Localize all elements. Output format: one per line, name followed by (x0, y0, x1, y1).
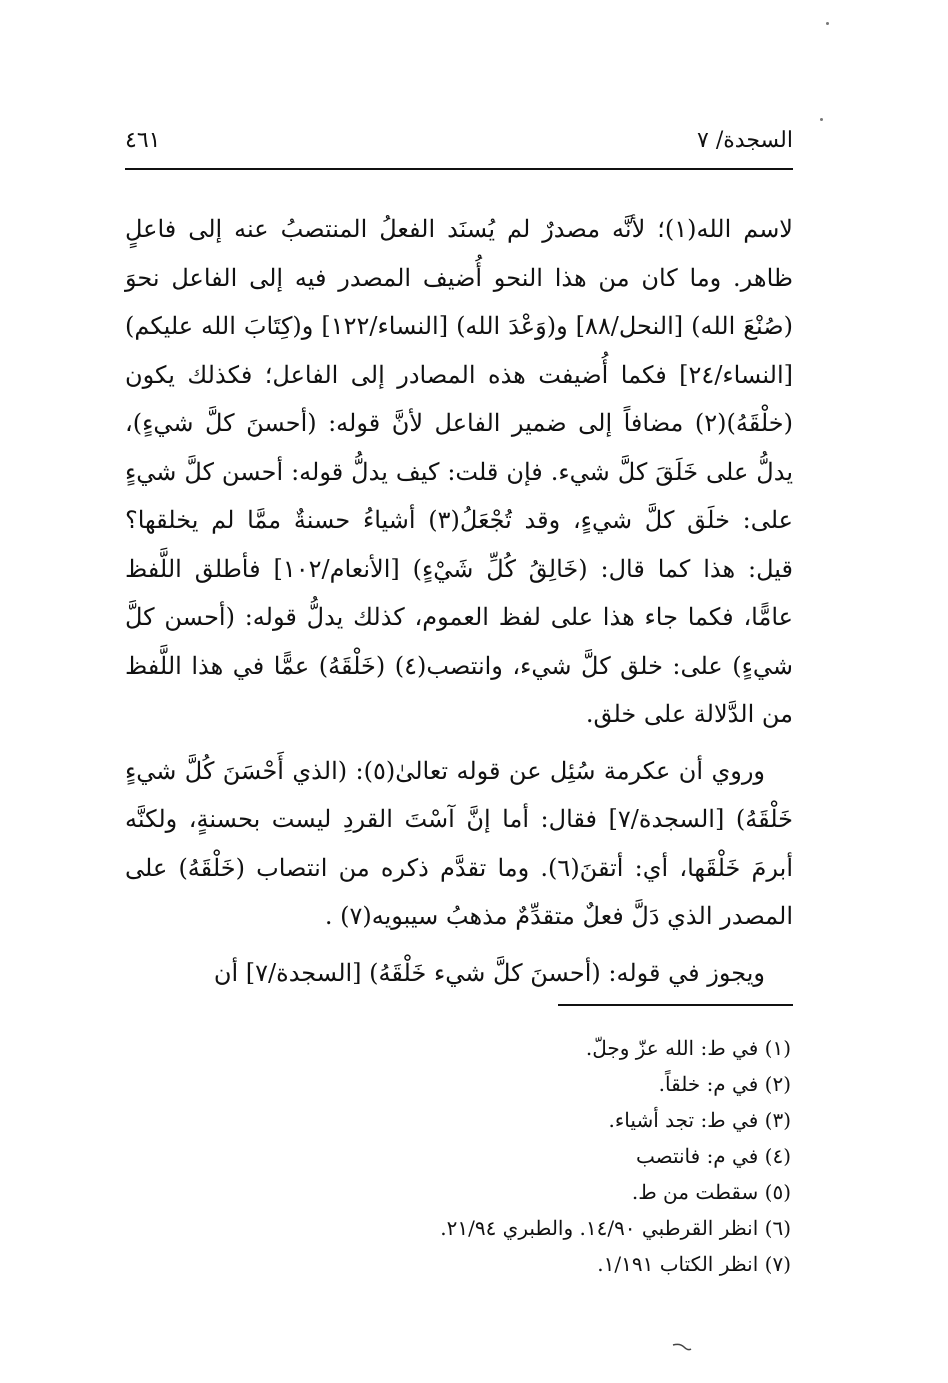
paragraph: ويجوز في قوله: (أحسنَ كلَّ شيء خَلْقَهُ) [السجدة/٧] أن (213, 958, 765, 987)
page-number: ٤٦١ (125, 128, 161, 153)
scan-mark (672, 1337, 692, 1347)
footnotes (125, 1030, 793, 1282)
footnote-item: (٦) انظر القرطبي ١٤/٩٠. والطبري ٢١/٩٤. (440, 1216, 791, 1240)
footnote-item: (٢) في م: خلقاً. (658, 1072, 791, 1096)
footnote-divider (558, 1004, 793, 1006)
footnote-item: (١) في ط: الله عزّ وجلّ. (585, 1036, 791, 1060)
chapter-reference: السجدة/ ٧ (697, 128, 793, 153)
page-header (125, 128, 793, 162)
paragraph: لاسم الله(١)؛ لأنَّه مصدرٌ لم يُسنَد الفعلُ المنتصبُ عنه إلى فاعلٍ ظاهر. وما كان من هذا النحو أُضيف المصدر فيه إلى الفاعل نحوَ (صُنْعَ الله) [النحل/٨٨] و(وَعْدَ الله) [النساء/١٢٢] و(كِتَابَ الله عليكم) [النساء/٢٤] فكما أُضيفت هذه المصادر إلى الفاعل؛ فكذلك يكون (خلْقَهُ)(٢) مضافاً إلى ضمير الفاعل لأنَّ قوله: (أحسنَ كلَّ شيءٍ)، يدلُّ على خَلَقَ كلَّ شيء. فإن قلت: كيف يدلُّ قوله: أحسن كلَّ شيءٍ على: خلَق كلَّ شيءٍ، وقد تُجْعَلُ(٣) أشياءُ حسنةٌ ممَّا لم يخلقها؟ قيل: هذا كما قال: (خَالِقُ كُلِّ شَيْءٍ) [الأنعام/١٠٢] فأطلق اللَّفظ عامًّا، فكما جاء هذا على لفظ العموم، كذلك يدلُّ قوله: (أحسن كلَّ شيءٍ) على: خلق كلَّ شيء، وانتصب(٤) (خَلْقَهُ) عمًّا في هذا اللَّفظ من الدَّلالة على خلق. (125, 215, 794, 728)
footnote-item: (٤) في م: فانتصب (635, 1144, 791, 1168)
footnote-item: (٣) في ط: تجد أشياء. (608, 1108, 791, 1132)
header-divider (125, 168, 793, 170)
scan-speck (826, 22, 829, 25)
main-text (125, 205, 793, 1005)
paragraph: وروي أن عكرمة سُئِل عن قوله تعالىٰ(٥): (الذي أَحْسَنَ كُلَّ شيءٍ خَلْقَهُ) [السجدة/٧] فقال: أما إنَّ آسْتَ القردِ ليست بحسنةٍ، ولكنَّه أبرمَ خَلْقَها، أي: أتقنَ(٦). وما تقدَّم ذكره من انتصاب (خَلْقَهُ) على المصدر الذي دَلَّ فعلٌ متقدِّمٌ مذهبُ سيبويه(٧) . (125, 756, 793, 930)
scan-speck (820, 118, 823, 121)
footnote-item: (٧) انظر الكتاب ١/١٩١. (597, 1252, 791, 1276)
footnote-item: (٥) سقطت من ط. (631, 1180, 791, 1204)
